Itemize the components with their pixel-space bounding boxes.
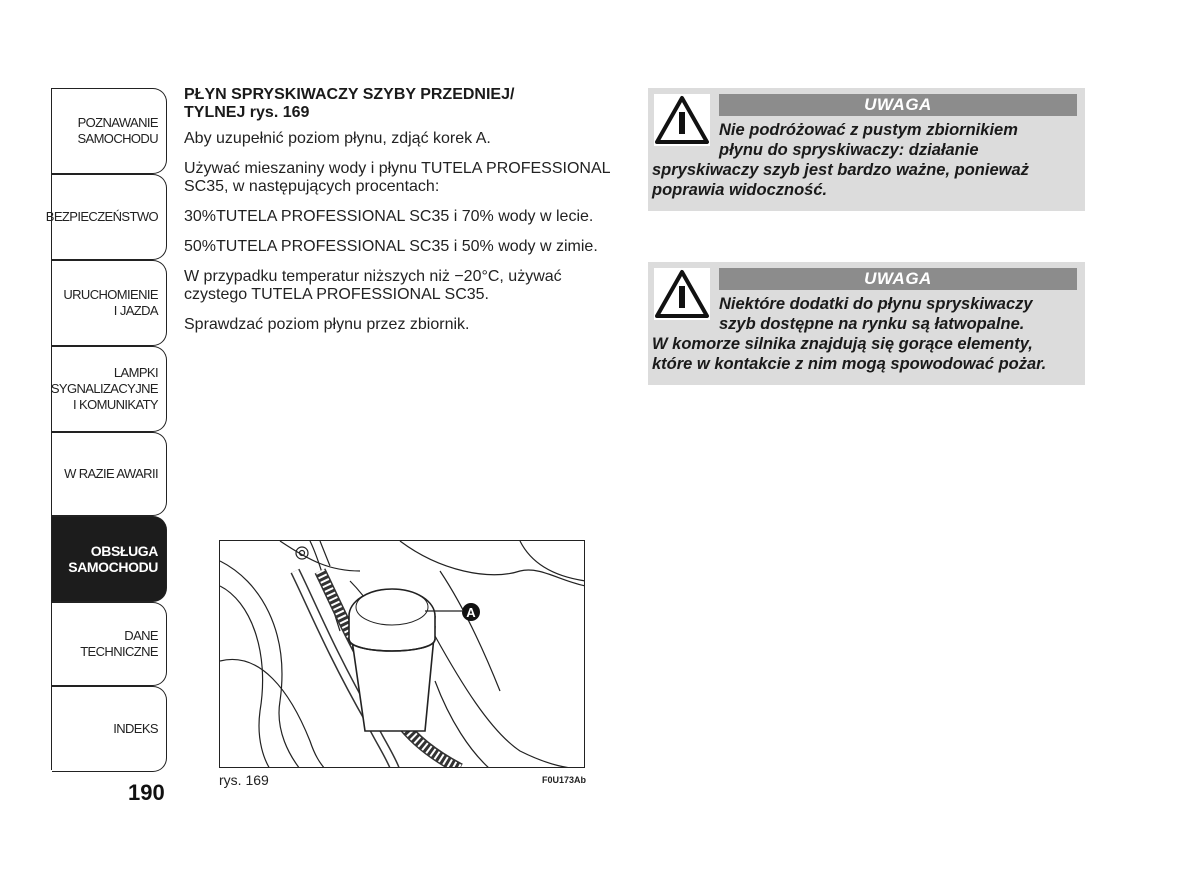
paragraph: Używać mieszaniny wody i płynu TUTELA PROFESSIONAL SC35, w następujących procentach: — [184, 160, 610, 195]
tab-poznawanie-samochodu[interactable]: POZNAWANIE SAMOCHODU — [52, 88, 167, 174]
tab-lampki-sygnalizacyjne[interactable]: LAMPKI SYGNALIZACYJNE I KOMUNIKATY — [52, 346, 167, 432]
warning-text-line: spryskiwaczy szyb jest bardzo ważne, ponieważ — [652, 161, 1029, 179]
warning-triangle-icon — [654, 94, 710, 146]
paragraph: 50%TUTELA PROFESSIONAL SC35 i 50% wody w zimie. — [184, 238, 598, 255]
warning-text-line: W komorze silnika znajdują się gorące elementy, — [652, 335, 1033, 353]
section-heading-line1: PŁYN SPRYSKIWACZY SZYBY PRZEDNIEJ/ — [184, 86, 515, 103]
warning-triangle-icon — [654, 268, 710, 320]
paragraph: 30%TUTELA PROFESSIONAL SC35 i 70% wody w lecie. — [184, 208, 594, 225]
tab-obsluga-samochodu[interactable]: OBSŁUGA SAMOCHODU — [52, 516, 167, 602]
warning-title: UWAGA — [719, 268, 1077, 290]
warning-text-line: płynu do spryskiwaczy: działanie — [719, 141, 979, 159]
reservoir-illustration — [220, 541, 585, 768]
tab-indeks[interactable]: INDEKS — [52, 686, 167, 772]
warning-text-line: Niektóre dodatki do płynu spryskiwaczy — [719, 295, 1033, 313]
paragraph: Aby uzupełnić poziom płynu, zdjąć korek A. — [184, 130, 491, 147]
warning-box — [648, 262, 1085, 385]
tab-bezpieczenstwo[interactable]: BEZPIECZEŃSTWO — [52, 174, 167, 260]
page-number: 190 — [128, 780, 165, 805]
figure-code: F0U173Ab — [542, 775, 587, 785]
warning-box — [648, 88, 1085, 211]
main-text-column — [184, 86, 624, 346]
paragraph: Sprawdzać poziom płynu przez zbiornik. — [184, 316, 470, 333]
warning-text-line: szyb dostępne na rynku są łatwopalne. — [719, 315, 1025, 333]
warning-title: UWAGA — [719, 94, 1077, 116]
paragraph: W przypadku temperatur niższych niż −20°C, używać czystego TUTELA PROFESSIONAL SC35. — [184, 268, 562, 303]
tab-w-razie-awarii[interactable]: W RAZIE AWARII — [52, 432, 167, 516]
section-heading-line2: TYLNEJ rys. 169 — [184, 104, 310, 121]
figure-caption: rys. 169 — [219, 772, 269, 788]
tab-dane-techniczne[interactable]: DANE TECHNICZNE — [52, 602, 167, 686]
tab-uruchomienie-i-jazda[interactable]: URUCHOMIENIE I JAZDA — [52, 260, 167, 346]
warning-text-line: Nie podróżować z pustym zbiornikiem — [719, 121, 1018, 139]
warning-text-line: poprawia widoczność. — [652, 181, 828, 199]
section-heading — [184, 86, 624, 122]
callout-label: A — [466, 605, 476, 620]
figure-washer-reservoir — [219, 540, 585, 768]
warning-text-line: które w kontakcie z nim mogą spowodować pożar. — [652, 355, 1047, 373]
